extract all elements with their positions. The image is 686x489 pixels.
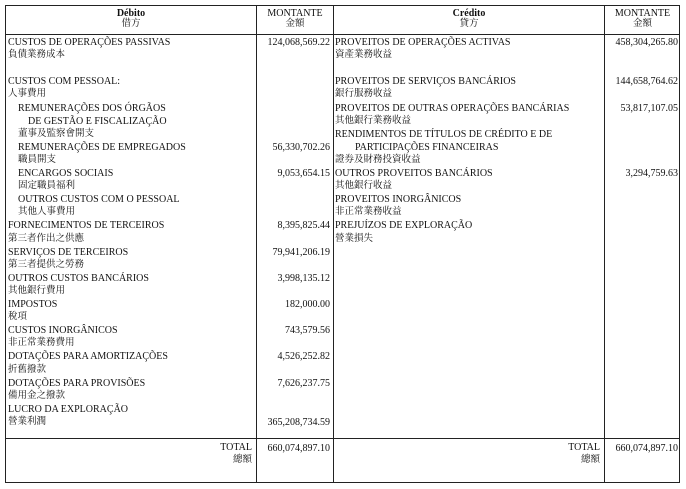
line-item-label: FORNECIMENTOS DE TERCEIROS [8, 220, 165, 232]
line-item-label: LUCRO DA EXPLORAÇÃO [8, 403, 129, 415]
line-item-label-zh: 折舊撥款 [8, 364, 47, 375]
line-item-label: PROVEITOS DE SERVIÇOS BANCÁRIOS [335, 76, 516, 88]
credit-title: Crédito [452, 8, 486, 19]
credit-line-items [333, 6, 680, 482]
line-item-label-zh: 備用金之撥款 [8, 390, 66, 401]
line-item-label-zh: 固定職員福利 [18, 181, 76, 192]
line-item-label: RENDIMENTOS DE TÍTULOS DE CRÉDITO E DE [335, 128, 553, 140]
amount-title-zh: 金額 [285, 19, 305, 29]
line-item-label-zh: 其他銀行費用 [8, 285, 66, 296]
line-item-label: PROVEITOS DE OPERAÇÕES ACTIVAS [335, 37, 511, 48]
line-item-label-zh: 第三者提供之勞務 [8, 259, 85, 270]
line-item-label-zh: 營業損失 [335, 233, 374, 244]
line-item-label: REMUNERAÇÕES DE EMPREGADOS [18, 141, 186, 153]
line-item-label: CUSTOS DE OPERAÇÕES PASSIVAS [8, 37, 171, 48]
line-item-amount: 144,658,764.62 [615, 76, 678, 88]
debit-title: Débito [116, 8, 146, 19]
line-item-label: PARTICIPAÇÕES FINANCEIRAS [355, 141, 499, 153]
line-item-amount: 3,294,759.63 [625, 168, 678, 179]
line-item-amount: 182,000.00 [285, 299, 330, 310]
line-item-label: CUSTOS INORGÂNICOS [8, 325, 118, 337]
total-label: TOTAL [220, 442, 252, 453]
debit-total-amount: 660,074,897.10 [267, 443, 330, 454]
debit-title-zh: 借方 [121, 19, 141, 29]
amount-title: MONTANTE [614, 8, 671, 19]
ledger-table [5, 5, 680, 483]
line-item-label: PROVEITOS DE OUTRAS OPERAÇÕES BANCÁRIAS [335, 102, 570, 114]
amount-title: MONTANTE [267, 8, 323, 19]
line-item-label-zh: 非正常業務收益 [335, 207, 402, 218]
line-item-label-zh: 其他人事費用 [18, 207, 76, 218]
line-item-label-zh: 負債業務成本 [8, 50, 66, 61]
line-item-label: REMUNERAÇÕES DOS ÓRGÃOS [18, 102, 166, 114]
amount-title-zh: 金額 [632, 19, 652, 29]
line-item-label-zh: 董事及監察會開支 [18, 128, 95, 139]
line-item-amount: 4,526,252.82 [277, 351, 330, 363]
line-item-amount: 79,941,206.19 [272, 246, 330, 258]
credit-total-amount: 660,074,897.10 [615, 443, 678, 454]
line-item-label: OUTROS PROVEITOS BANCÁRIOS [335, 168, 493, 179]
line-item-label: ENCARGOS SOCIAIS [18, 168, 114, 179]
line-item-amount: 124,068,569.22 [267, 37, 330, 48]
line-item-label-zh: 其他銀行業務收益 [335, 115, 412, 126]
line-item-label-zh: 資產業務收益 [335, 50, 393, 61]
line-item-amount: 3,998,135.12 [277, 272, 330, 284]
line-item-label-zh: 職員開支 [18, 154, 57, 165]
credit-total-label [486, 442, 600, 466]
line-item-amount: 365,208,734.59 [267, 416, 330, 428]
debit-total-label [156, 442, 252, 466]
line-item-label-zh: 證券及財務投資收益 [335, 154, 421, 165]
line-item-label: OUTROS CUSTOS BANCÁRIOS [8, 272, 149, 284]
line-item-label-zh: 人事費用 [8, 89, 47, 100]
line-item-label-zh: 其他銀行收益 [335, 181, 393, 192]
line-item-label: SERVIÇOS DE TERCEIROS [8, 246, 129, 258]
line-item-amount: 9,053,654.15 [277, 168, 330, 179]
line-item-label: DE GESTÃO E FISCALIZAÇÃO [28, 115, 167, 127]
total-label-zh: 總額 [580, 455, 600, 465]
line-item-label: PROVEITOS INORGÂNICOS [335, 194, 462, 206]
line-item-label-zh: 非正常業務費用 [8, 338, 75, 349]
line-item-amount: 56,330,702.26 [272, 141, 330, 153]
line-item-label-zh: 營業利潤 [8, 416, 47, 427]
line-item-label: DOTAÇÕES PARA PROVISÕES [8, 377, 146, 389]
line-item-amount: 743,579.56 [285, 325, 330, 337]
line-item-amount: 8,395,825.44 [277, 220, 330, 232]
line-item-label: PREJUÍZOS DE EXPLORAÇÃO [335, 220, 473, 232]
line-item-amount: 7,626,237.75 [277, 377, 330, 389]
line-item-label-zh: 第三者作出之供應 [8, 233, 85, 244]
line-item-label: OUTROS CUSTOS COM O PESSOAL [18, 194, 180, 206]
total-label-zh: 總額 [232, 455, 252, 465]
line-item-amount: 458,304,265.80 [615, 37, 678, 48]
line-item-label: IMPOSTOS [8, 299, 58, 310]
line-item-label-zh: 稅項 [8, 312, 28, 323]
credit-title-zh: 貸方 [459, 19, 479, 29]
line-item-label-zh: 銀行服務收益 [335, 89, 393, 100]
line-item-label: CUSTOS COM PESSOAL: [8, 76, 121, 88]
debit-line-items [6, 6, 333, 482]
line-item-label: DOTAÇÕES PARA AMORTIZAÇÕES [8, 351, 168, 363]
total-label: TOTAL [568, 442, 600, 453]
line-item-amount: 53,817,107.05 [620, 102, 678, 114]
